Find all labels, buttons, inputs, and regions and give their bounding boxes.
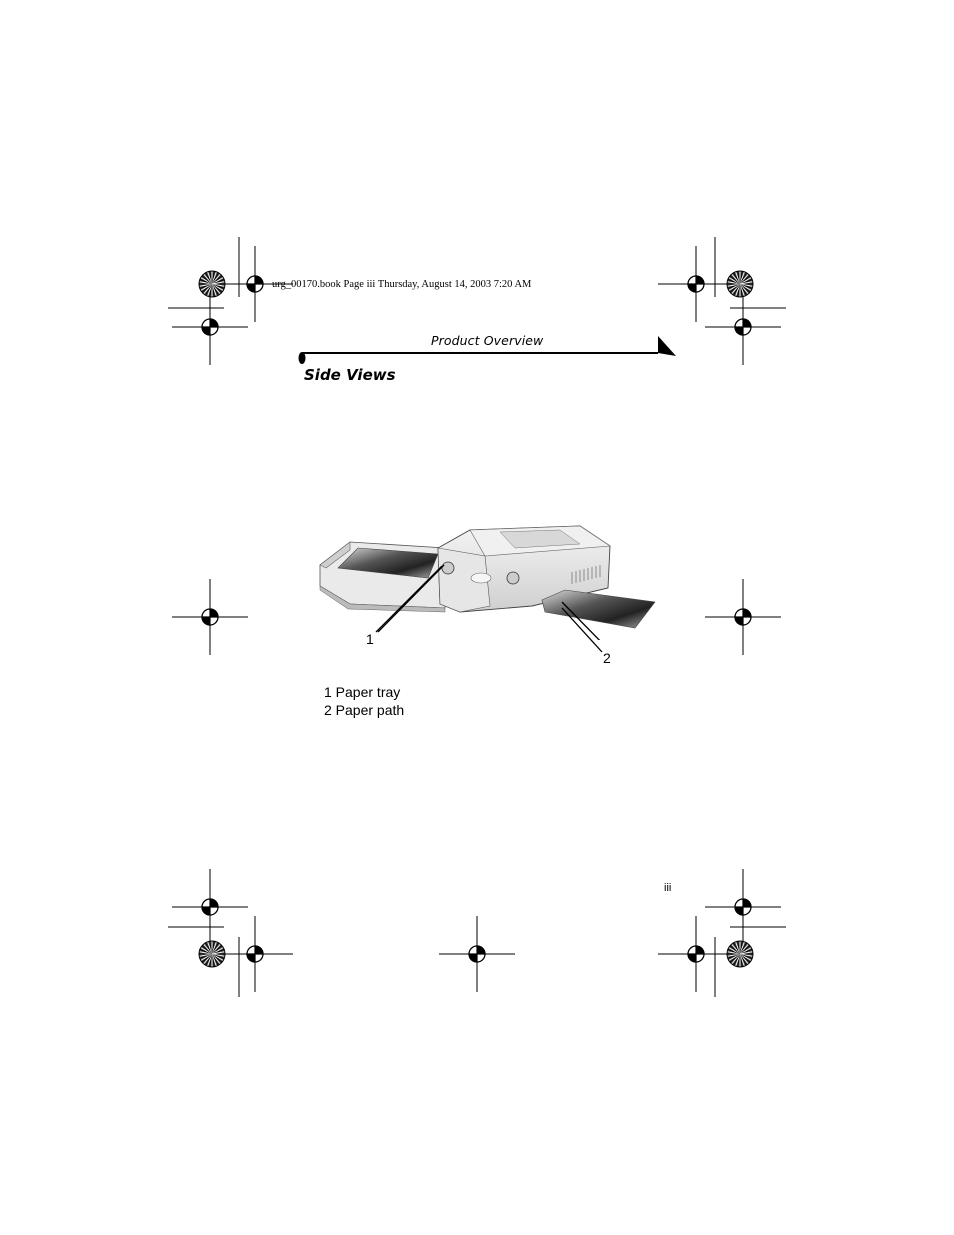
book-slug-line: urg_00170.book Page iii Thursday, August 14, 2003 7:20 AM: [272, 279, 532, 290]
page-number: iii: [664, 882, 672, 894]
registration-target: [705, 869, 781, 945]
starburst-mark: [727, 941, 753, 967]
registration-target: [439, 916, 515, 992]
legend-item-paper-tray: 1 Paper tray: [324, 684, 401, 700]
starburst-mark: [727, 271, 753, 297]
page-heading: Side Views: [304, 366, 396, 384]
callout-2: 2: [603, 650, 611, 666]
registration-target: [172, 289, 248, 365]
registration-target: [658, 246, 734, 322]
registration-target: [172, 869, 248, 945]
registration-target: [217, 916, 293, 992]
registration-target: [658, 916, 734, 992]
registration-target: [705, 289, 781, 365]
figure-legend: [324, 683, 404, 719]
starburst-mark: [199, 271, 225, 297]
registration-target: [705, 579, 781, 655]
callout-leader-lines: [370, 560, 620, 660]
section-title: Product Overview: [431, 333, 544, 348]
registration-target: [172, 579, 248, 655]
callout-1: 1: [366, 631, 374, 647]
starburst-mark: [199, 941, 225, 967]
legend-item-paper-path: 2 Paper path: [324, 702, 405, 718]
